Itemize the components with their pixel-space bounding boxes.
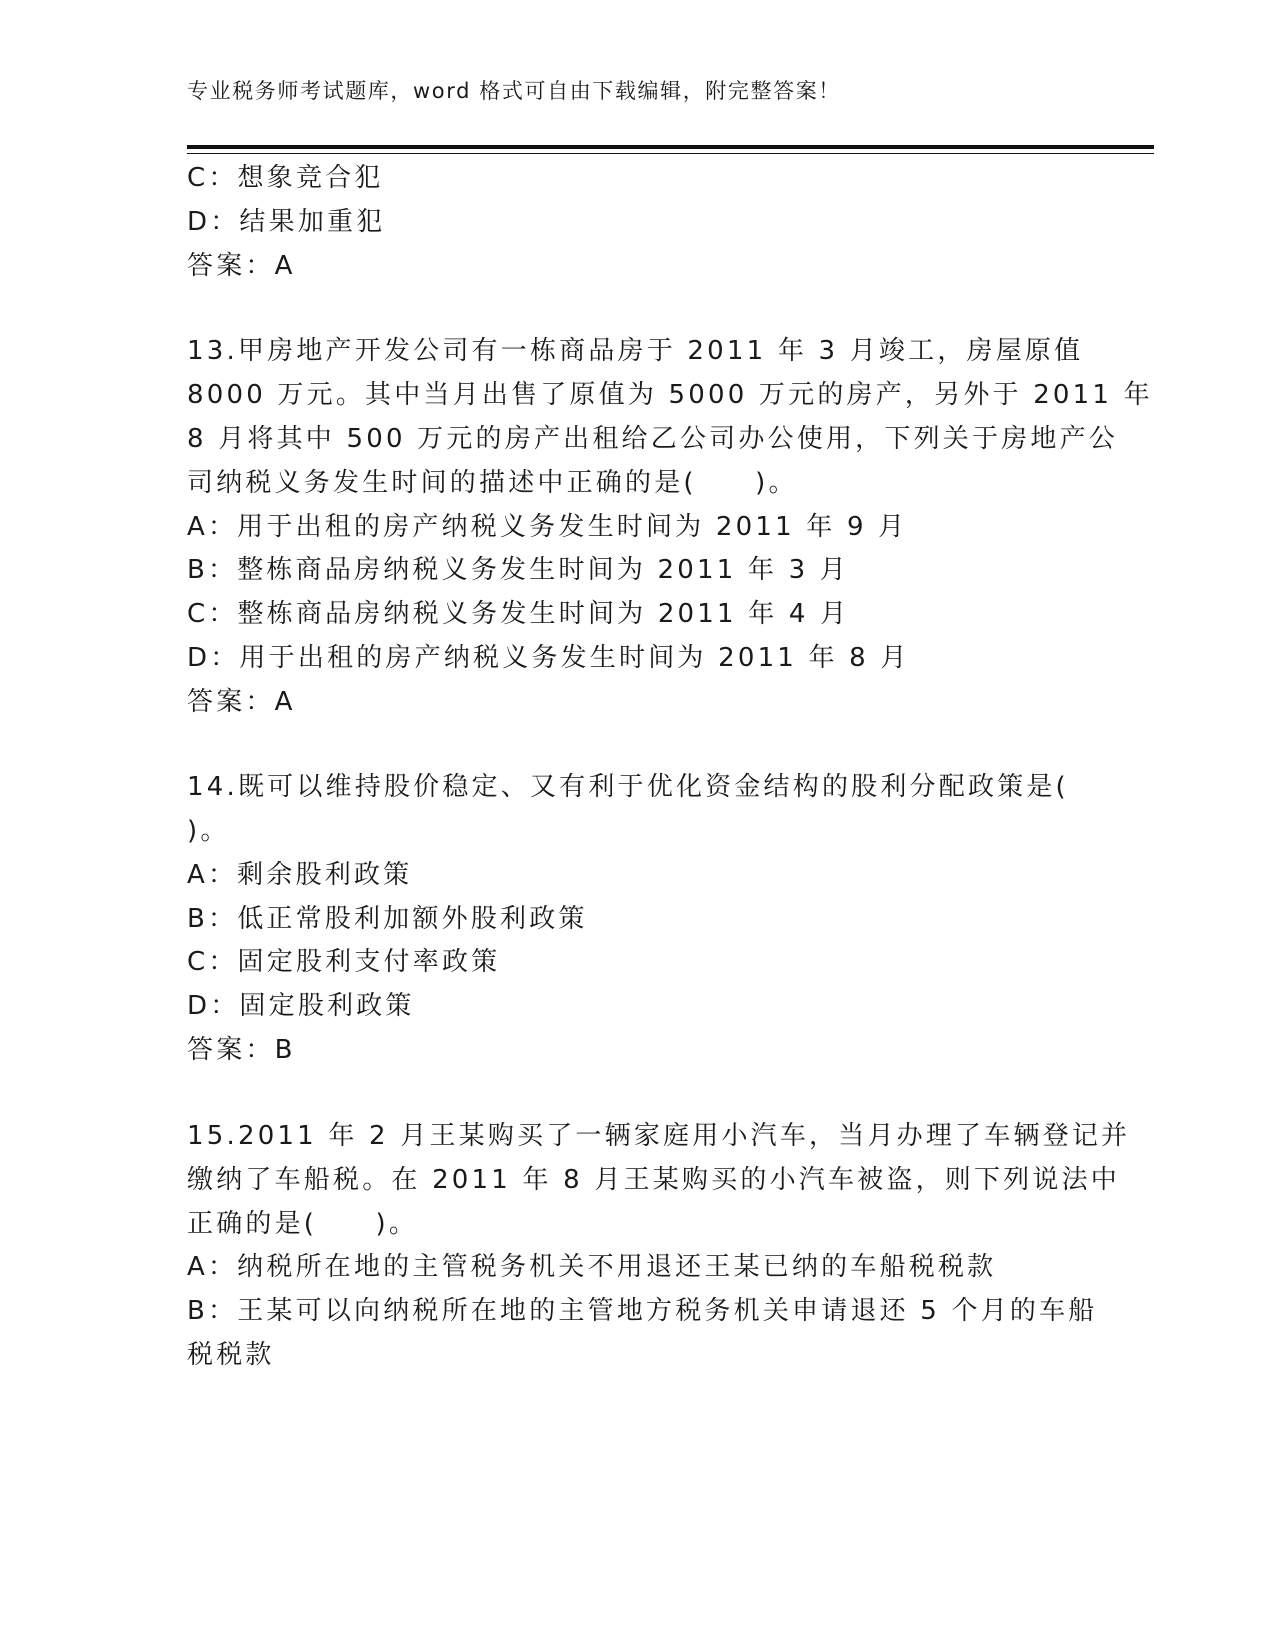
- prev-answer: 答案：A: [187, 251, 296, 281]
- q14-option-b: B：低正常股利加额外股利政策: [187, 904, 588, 934]
- q15-stem-line: 缴纳了车船税。在 2011 年 8 月王某购买的小汽车被盗，则下列说法中: [187, 1165, 1120, 1195]
- q14-option-c: C：固定股利支付率政策: [187, 947, 501, 977]
- q13-option-a: A：用于出租的房产纳税义务发生时间为 2011 年 9 月: [187, 512, 908, 542]
- header-rule-thick: [187, 145, 1154, 149]
- q14-option-a: A：剩余股利政策: [187, 860, 413, 890]
- q15-stem-line: 15.2011 年 2 月王某购买了一辆家庭用小汽车，当月办理了车辆登记并: [187, 1121, 1131, 1151]
- q15-option-a: A：纳税所在地的主管税务机关不用退还王某已纳的车船税税款: [187, 1252, 997, 1282]
- q15-option-b: B：王某可以向纳税所在地的主管地方税务机关申请退还 5 个月的车船: [187, 1296, 1098, 1326]
- q14-option-d: D：固定股利政策: [187, 991, 415, 1021]
- q13-option-d: D：用于出租的房产纳税义务发生时间为 2011 年 8 月: [187, 643, 910, 673]
- q13-option-b: B：整栋商品房纳税义务发生时间为 2011 年 3 月: [187, 555, 850, 585]
- prev-option-c: C：想象竞合犯: [187, 163, 384, 193]
- q13-stem-line: 8000 万元。其中当月出售了原值为 5000 万元的房产，另外于 2011 年: [187, 380, 1153, 410]
- q15-stem-line: 正确的是( )。: [187, 1209, 419, 1239]
- q13-stem-line: 司纳税义务发生时间的描述中正确的是( )。: [187, 468, 798, 498]
- q13-option-c: C：整栋商品房纳税义务发生时间为 2011 年 4 月: [187, 599, 850, 629]
- q15-option-b-continued: 税税款: [187, 1340, 275, 1370]
- q13-answer: 答案：A: [187, 687, 296, 717]
- prev-option-d: D：结果加重犯: [187, 207, 386, 237]
- q13-stem-line: 13.甲房地产开发公司有一栋商品房于 2011 年 3 月竣工，房屋原值: [187, 336, 1084, 366]
- q14-answer: 答案：B: [187, 1035, 296, 1065]
- page-header: 专业税务师考试题库，word 格式可自由下载编辑，附完整答案！: [187, 79, 841, 103]
- q14-stem-line: 14.既可以维持股价稳定、又有利于优化资金结构的股利分配政策是(: [187, 772, 1069, 802]
- header-rule-thin: [187, 153, 1154, 154]
- q14-stem-line: )。: [187, 816, 230, 846]
- q13-stem-line: 8 月将其中 500 万元的房产出租给乙公司办公使用，下列关于房地产公: [187, 424, 1118, 454]
